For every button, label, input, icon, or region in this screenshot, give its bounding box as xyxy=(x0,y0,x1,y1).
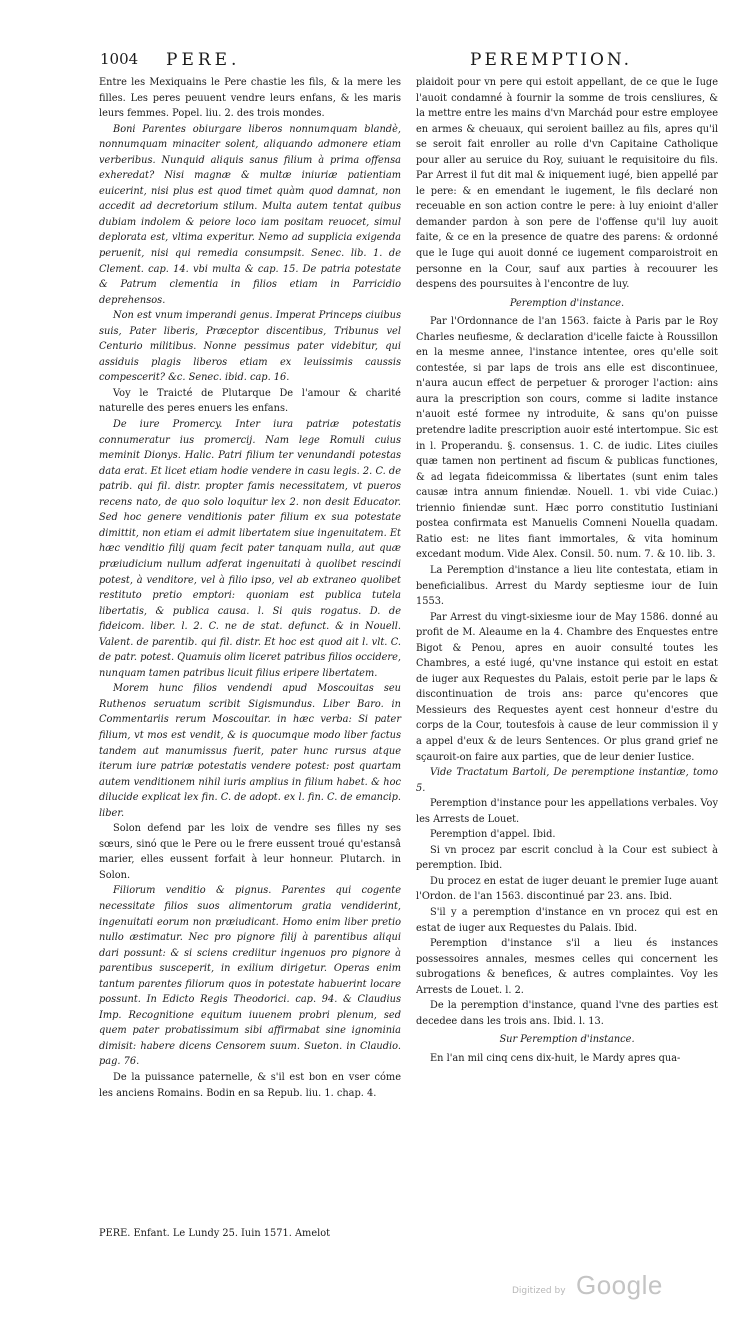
right-column-paragraph: S'il y a peremption d'instance en vn procez qui est en estat de iuger aux Requestes du Palais. Ibid. xyxy=(416,906,718,934)
right-column-paragraph: Si vn procez par escrit conclud à la Cour est subiect à peremption. Ibid. xyxy=(416,844,718,872)
right-column-paragraph: Peremption d'instance pour les appellations verbales. Voy les Arrests de Louet. xyxy=(416,798,718,825)
left-column-paragraph: Filiorum venditio & pignus. Parentes qui cogente necessitate filios suos alimentorum gratia vendiderint, ingenuitati eorum non præiudicant. Homo enim liber pretio nullo æstimatur. Nec pro pignore filij à parentibus aliqui dari possunt: & si sciens crediitur ingenuos pro pignore à parentibus susceperit, in exilium dirigetur. Operas enim tantum parentes filiorum quos in potestate habuerint locare possunt. In Edicto Regis Theodorici. cap. 94. & Claudius Imp. Recognitione equitum iuuenem probri plenum, sed quem pater probatissimum sibi affirmabat sine ignominia dimisit: habere dicens Censorem suum. Sueton. in Claudio. pag. 76. xyxy=(99,885,401,1068)
left-column xyxy=(99,75,401,1101)
page-number: 1004 xyxy=(100,50,139,68)
left-column-paragraph: Voy le Traicté de Plutarque De l'amour & charité naturelle des peres enuers les enfans. xyxy=(99,387,401,415)
right-column-paragraph: Peremption d'appel. Ibid. xyxy=(430,829,556,841)
right-column-paragraph: Peremption d'instance s'il a lieu és instances possessoires annales, mesmes celles qui concernent les subrogations & benefices, & autres complaintes. Voy les Arrests de Louet. l. 2. xyxy=(416,938,718,996)
left-column-paragraph: De iure Promercy. Inter iura patriæ potestatis connumeratur ius promercij. Nam lege Romuli cuius meminit Dionys. Halic. Patri filium ter venundandi potestas data erat. Et licet etiam hodie vendere in casu legis. 2. C. de patrib. qui fil. distr. propter famis necessitatem, vt pueros recens nato, de quo solo loquitur lex 2. non desit Educator. Sed hoc genere venditionis pater filium ex sua potestate dimittit, non etiam ei admit libertatem siue ingenuitatem. Et hæc venditio filij quam fecit pater tanquam nulla, aut quæ præiudicium nullum adferat ingenuitati à quolibet rescindi potest, à venditore, vel à filio ipso, vel ab extraneo quolibet restituto pretio emptori: quoniam est publica tutela libertatis, & publica causa. l. Si quis rogatus. D. de fideicom. liber. l. 2. C. ne de stat. defunct. & in Nouell. Valent. de parentib. qui fil. distr. Et hoc est quod ait l. vlt. C. de patr. potest. Quamuis olim liceret patribus filios occidere, nunquam tamen patribus licuit filius eripere libertatem. xyxy=(99,419,401,679)
google-watermark xyxy=(512,1270,732,1306)
google-logo: Google xyxy=(576,1270,663,1300)
right-column-section-heading: Sur Peremption d'instance. xyxy=(499,1034,635,1046)
right-column-paragraph: plaidoit pour vn pere qui estoit appellant, de ce que le Iuge l'auoit condamné à fournir la somme de trois censliures, & la mettre entre les mains d'vn Marchád pour estre employee en armes & cheuaux, qui seroient baillez au fils, apres qu'il se seroit fait enroller au rolle d'vn Capitaine Catholique pour aller au seruice du Roy, suiuant le requisitoire du fils. Par Arrest il fut dit mal & iniquement iugé, bien appellé par le pere: & en emendant le iugement, le fils declaré non receuable en son action contre le pere: à luy enioint d'aller demander pardon à son pere de l'offense qu'il luy auoit faite, & ce en la presence de quatre des parens: & ordonné que le Iuge qui auoit donné ce iugement comparoistroit en personne en la Cour, sauf aux parties à recouurer les despens des poursuites à l'encontre de luy. xyxy=(416,77,718,291)
right-column-paragraph: Du procez en estat de iuger deuant le premier Iuge auant l'Ordon. de l'an 1563. discontinué par 23. ans. Ibid. xyxy=(416,875,718,903)
left-column-paragraph: Boni Parentes obiurgare liberos nonnumquam blandè, nonnumquam minaciter solent, aliquando admonere etiam verberibus. Nunquid aliquis sanus filium à prima offensa exheredat? Nisi magnæ & multæ iniuriæ patientiam euicerint, nisi plus est quod timet quàm quod damnat, non accedit ad decretorium stilum. Multa autem tentat quibus dubiam indolem & peiore loco iam positam reuocet, simul deplorata est, vltima experitur. Nemo ad supplicia exigenda peruenit, nisi qui remedia consumpsit. Senec. lib. 1. de Clement. cap. 14. vbi multa & cap. 15. De patria potestate & Patrum clementia in filios etiam in Parricidio deprehensos. xyxy=(99,123,401,306)
right-running-head: PEREMPTION. xyxy=(470,50,633,70)
left-column-paragraph: Morem hunc filios vendendi apud Moscouitas seu Ruthenos seruatum scribit Sigismundus. Liber Baro. in Commentariis rerum Moscouitar. in hæc verba: Si pater filium, vt mos est vendit, & is quocumque modo liber factus tandem aut manumissus fuerit, pater hunc rursus atque iterum iure patriæ potestatis vendere potest: post quartam autem venditionem nihil iuris amplius in filium habet. & hoc dilucide explicat lex fin. C. de adopt. ex l. fin. C. de emancip. liber. xyxy=(99,683,401,819)
left-column-paragraph: Solon defend par les loix de vendre ses filles ny ses sœurs, sinó que le Pere ou le frere eussent troué qu'estansâ marier, elles eussent forfait à leur honneur. Plutarch. in Solon. xyxy=(99,823,401,881)
right-catchword: En l'an mil cinq cens dix-huit, le Mardy apres qua- xyxy=(430,1052,681,1064)
watermark-prefix: Digitized by xyxy=(512,1286,566,1296)
left-column-paragraph: Entre les Mexiquains le Pere chastie les fils, & la mere les filles. Les peres peuuent vendre leurs enfans, & les maris leurs femmes. Popel. liu. 2. des trois mondes. xyxy=(99,77,401,120)
running-header xyxy=(100,50,720,74)
left-catchword: PERE. Enfant. Le Lundy 25. Iuin 1571. Amelot xyxy=(99,1228,331,1239)
right-column-paragraph: Par l'Ordonnance de l'an 1563. faicte à Paris par le Roy Charles neufiesme, & declaration d'icelle faicte à Roussillon en la mesme annee, l'instance intentee, ores qu'elle soit contestée, si par laps de trois ans elle est discontinuee, n'aura aucun effect de perpetuer & proroger l'action: ains aura la prescription son cours, comme si ladite instance n'auoit esté formee ny introduite, & sans qu'on puisse pretendre ladite prescription auoir esté intertompue. Sic est in l. Properandu. §. consensus. 1. C. de iudic. Lites ciuiles quæ tamen non pertinent ad fiscum & publicas functiones, & ad legata fideicommissa & libertates (sunt enim tales causæ intra annum finiendæ. Nouell. 1. vbi vide Cuiac.) triennio finiendæ sunt. Hæc porro constitutio Iustiniani postea confirmata est Manuelis Comneni Nouella quadam. Ratio est: ne lites fiant immortales, & vita hominum excedant modum. Vide Alex. Consil. 50. num. 7. & 10. lib. 3. xyxy=(416,316,718,561)
right-column-paragraph: De la peremption d'instance, quand l'vne des parties est decedee dans les trois ans. Ibid. l. 13. xyxy=(416,1000,718,1027)
right-column-paragraph: Par Arrest du vingt-sixiesme iour de May 1586. donné au profit de M. Aleaume en la 4. Chambre des Enquestes entre Bigot & Penou, apres en auoir consulté toutes les Chambres, a esté iugé, qu'vne instance qui estoit en estat de iuger aux Requestes du Palais, estoit perie par le laps & discontinuation de trois ans: parce qu'encores que Messieurs des Requestes ayent cest honneur d'estre du corps de la Cour, toutesfois à cause de leur commission il y a appel d'eux & de leurs Sentences. Or plus grand grief ne sçauroit-on faire aux parties, que de leur denier Iustice. xyxy=(416,611,718,763)
left-column-paragraph: De la puissance paternelle, & s'il est bon en vser cóme les anciens Romains. Bodin en sa Repub. liu. 1. chap. 4. xyxy=(99,1072,401,1099)
left-running-head: PERE. xyxy=(166,50,241,70)
right-column-paragraph: Vide Tractatum Bartoli, De peremptione instantiæ, tomo 5. xyxy=(416,767,718,794)
right-column-section-heading: Peremption d'instance. xyxy=(509,297,625,309)
right-column xyxy=(416,75,718,1066)
right-column-paragraph: La Peremption d'instance a lieu lite contestata, etiam in beneficialibus. Arrest du Mardy septiesme iour de Iuin 1553. xyxy=(416,564,718,608)
left-column-paragraph: Non est vnum imperandi genus. Imperat Princeps ciuibus suis, Pater liberis, Præceptor discentibus, Tribunus vel Centurio militibus. Nonne pessimus pater videbitur, qui assiduis plagis liberos etiam ex leuissimis caussis compescerit? &c. Senec. ibid. cap. 16. xyxy=(99,310,401,384)
